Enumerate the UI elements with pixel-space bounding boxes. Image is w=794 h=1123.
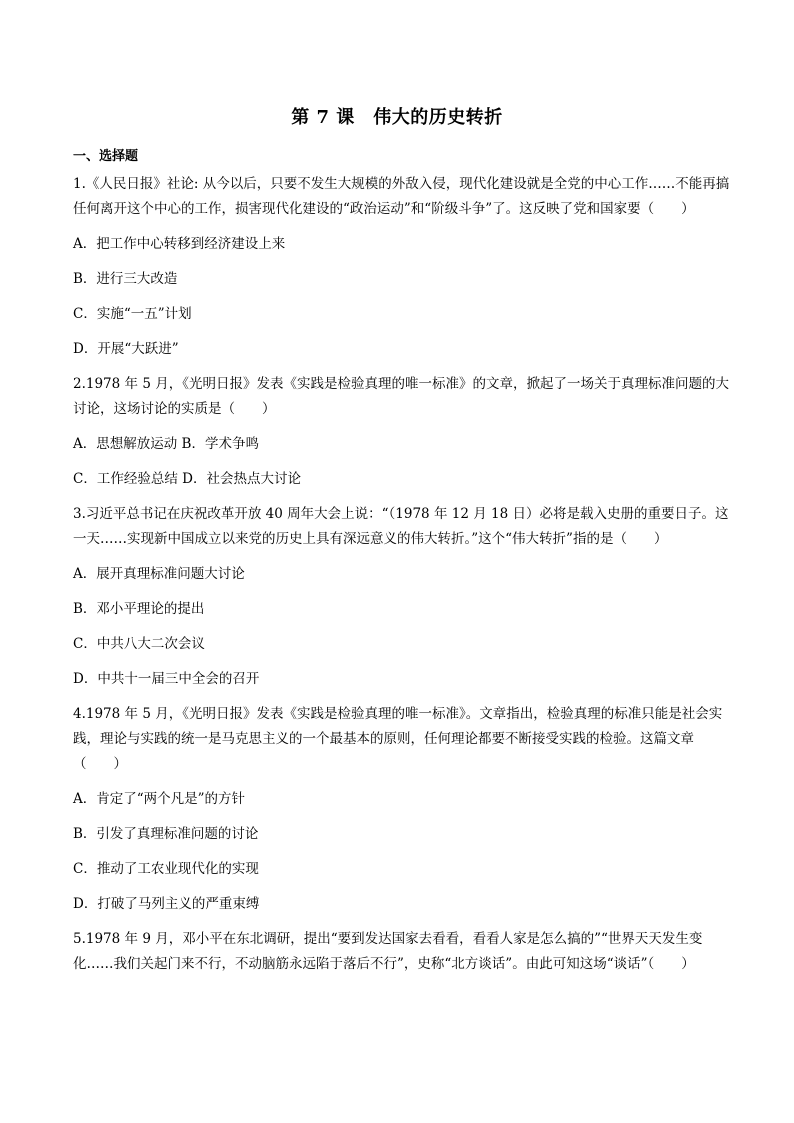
option-b: B．进行三大改造 [73,271,178,287]
section-heading: 一、选择题 [73,149,139,164]
question-2 [73,372,733,492]
option-c: C．中共八大二次会议 [73,636,205,652]
option-a: A．展开真理标准问题大讨论 [73,566,245,582]
option-d: D．中共十一届三中全会的召开 [73,671,260,687]
question-stem: 1.《人民日报》社论: 从今以后，只要不发生大规模的外敌入侵，现代化建设就是全党的中心工作……不能再搞任何离开这个中心的工作，损害现代化建设的“政治运动”和“阶级斗争”了。这反映了党和国家要（ ） [73,176,730,217]
question-list [73,172,733,987]
question-4 [73,702,733,917]
question-5 [73,927,733,977]
question-stem: 3.习近平总书记在庆祝改革开放 40 周年大会上说：“（1978 年 12 月 18 日）必将是载入史册的重要日子。这一天……实现新中国成立以来党的历史上具有深远意义的伟大转折。”这个“伟大转折”指的是（ ） [73,506,729,547]
question-stem: 5.1978 年 9 月，邓小平在东北调研，提出“要到发达国家去看看，看看人家是怎么搞的”“世界天天发生变化……我们关起门来不行，不动脑筋永远陷于落后不行”，史称“北方谈话”。由此可知这场“谈话”（ ） [73,931,703,972]
option-b: B．引发了真理标准问题的讨论 [73,826,259,842]
option-cd: C．工作经验总结 D．社会热点大讨论 [73,471,301,487]
page-title: 第 7 课 伟大的历史转折 [291,107,503,128]
option-b: B．邓小平理论的提出 [73,601,205,617]
question-1 [73,172,733,362]
question-stem: 4.1978 年 5 月，《光明日报》发表《实践是检验真理的唯一标准》。文章指出，检验真理的标准只能是社会实践，理论与实践的统一是马克思主义的一个最基本的原则，任何理论都要不断接受实践的检验。这篇文章（ ） [73,706,723,772]
question-3 [73,502,733,692]
option-c: C．推动了工农业现代化的实现 [73,861,259,877]
option-d: D．开展“大跃进” [73,341,179,357]
option-ab: A．思想解放运动 B．学术争鸣 [73,436,259,452]
option-a: A．把工作中心转移到经济建设上来 [73,236,286,252]
option-c: C．实施“一五”计划 [73,306,192,322]
option-d: D．打破了马列主义的严重束缚 [73,896,260,912]
option-a: A．肯定了“两个凡是”的方针 [73,791,246,807]
question-stem: 2.1978 年 5 月，《光明日报》发表《实践是检验真理的唯一标准》的文章，掀起了一场关于真理标准问题的大讨论，这场讨论的实质是（ ） [73,376,729,417]
